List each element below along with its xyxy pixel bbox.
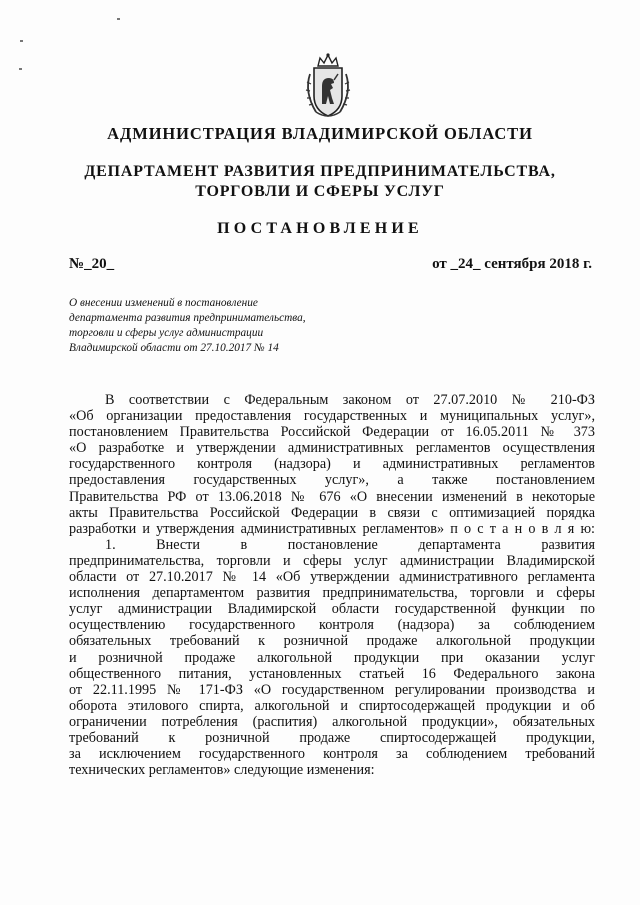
subject-line: О внесении изменений в постановление — [69, 297, 258, 309]
body-line: предпринимательства, торговли и сферы услуг администрации Владимирской — [69, 552, 595, 569]
document-type-title: ПОСТАНОВЛЕНИЕ — [217, 220, 423, 237]
body-line: области от 27.10.2017 № 14 «Об утверждении административного регламента — [69, 569, 595, 586]
document-number: №_20_ — [69, 256, 115, 272]
body-line: от 22.11.1995 № 171-ФЗ «О государственном регулировании производства и — [69, 681, 595, 698]
scan-speck — [19, 68, 22, 70]
body-line: акты Правительства Российской Федерации в связи с оптимизацией порядка — [69, 504, 595, 521]
subject-line: Владимирской области от 27.10.2017 № 14 — [69, 342, 279, 354]
scan-speck — [117, 18, 120, 20]
body-line: общественного питания, установленных статьей 16 Федерального закона — [69, 665, 595, 682]
subject-line: торговли и сферы услуг администрации — [69, 327, 264, 339]
body-line: оборота этилового спирта, алкогольной и спиртосодержащей продукции и об — [69, 697, 595, 714]
document-body — [69, 392, 595, 778]
body-line: и розничной продаже алкогольной продукции при оказании услуг — [69, 649, 595, 666]
body-line: за исключением государственного контроля за соблюдением требований — [69, 746, 595, 763]
body-line: «Об организации предоставления государственных и муниципальных услуг», — [69, 408, 595, 425]
scan-speck — [20, 40, 23, 42]
body-line: В соответствии с Федеральным законом от 27.07.2010 № 210-ФЗ — [105, 392, 595, 408]
body-line: исполнения департаментом развития предпринимательства, торговли и сферы — [69, 585, 595, 602]
coat-of-arms-emblem — [300, 52, 356, 122]
body-line: осуществлению государственного контроля (надзора) за соблюдением — [69, 617, 595, 634]
department-heading-line1: ДЕПАРТАМЕНТ РАЗВИТИЯ ПРЕДПРИНИМАТЕЛЬСТВА, — [84, 163, 556, 180]
subject-line: департамента развития предпринимательства, — [69, 312, 306, 324]
document-subject — [69, 296, 306, 356]
body-line: 1. Внести в постановление департамента развития — [105, 536, 595, 553]
body-line: Правительства РФ от 13.06.2018 № 676 «О внесении изменений в некоторые — [69, 488, 595, 505]
body-line: ограничении потребления (распития) алкогольной продукции», обязательных — [69, 713, 595, 730]
body-line: разработки и утверждения административных регламентов» п о с т а н о в л я ю: — [69, 520, 595, 537]
body-line: обязательных требований к розничной продаже алкогольной продукции — [69, 633, 595, 650]
body-line: технических регламентов» следующие изменения: — [69, 762, 375, 779]
body-line: предоставления государственных услуг», а также постановлением — [69, 472, 595, 489]
department-heading-line2: ТОРГОВЛИ И СФЕРЫ УСЛУГ — [195, 183, 445, 200]
document-date: от _24_ сентября 2018 г. — [432, 256, 592, 272]
body-line: постановлением Правительства Российской Федерации от 16.05.2011 № 373 — [69, 424, 595, 441]
body-line: требований к розничной продаже спиртосодержащей продукции, — [69, 729, 595, 746]
body-line: «О разработке и утверждении административных регламентов осуществления — [69, 440, 595, 457]
administration-heading: АДМИНИСТРАЦИЯ ВЛАДИМИРСКОЙ ОБЛАСТИ — [107, 124, 533, 143]
body-line: государственного контроля (надзора) и административных регламентов — [69, 456, 595, 473]
body-line: услуг администрации Владимирской области государственной функции по — [69, 601, 595, 618]
